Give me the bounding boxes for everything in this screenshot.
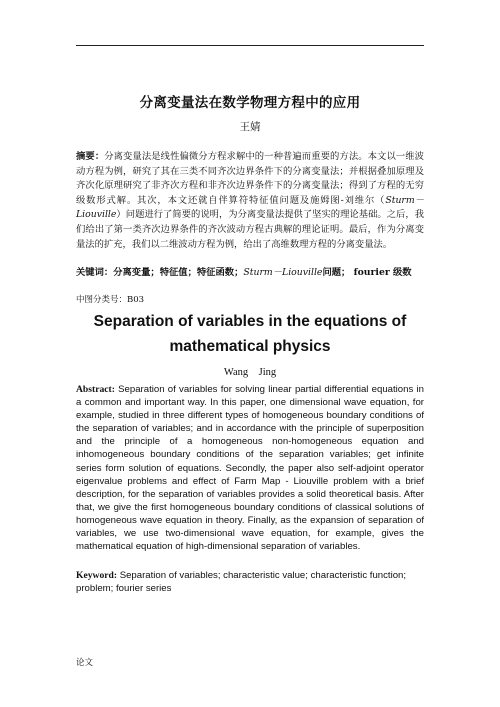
chinese-abstract-text-2: ）问题进行了简要的说明，为分离变量法提供了坚实的理论基础。之后，我们给出了第一类齐次边界条件的齐次波动方程古典解的理论证明。最后，作为分离变量法的扩充，我们以二维波动方程为例，给出了高维数理方程的分离变量法。 xyxy=(76,209,424,250)
chinese-abstract-text-1: 分离变量法是线性偏微分方程求解中的一种普遍而重要的方法。本文以一维波动方程为例，研究了其在三类不同齐次边界条件下的分离变量法；并根据叠加原理及齐次化原理研究了非齐次方程和非齐次边界条件下的分离变量法；得到了方程的无穷级数形式解。其次，本文还就自伴算符特征值问题及施姆图-刘维尔（ xyxy=(76,151,424,206)
chinese-abstract-term: Sturm－Liouville xyxy=(76,194,424,221)
chinese-abstract xyxy=(76,150,424,252)
chinese-keywords-label: 关键词： xyxy=(76,267,114,278)
english-keywords-text: Separation of variables; characteristic value; characteristic function; problem; fourier series xyxy=(76,570,407,595)
english-keywords-label: Keyword: xyxy=(76,570,118,581)
english-abstract-label: Abstract: xyxy=(76,384,115,395)
chinese-keywords xyxy=(76,266,424,280)
chinese-title: 分离变量法在数学物理方程中的应用 xyxy=(139,95,361,111)
english-abstract xyxy=(76,383,424,553)
english-author: Wang Jing xyxy=(223,367,277,378)
english-abstract-text: Separation of variables for solving linear partial differential equations in a common and important way. In this paper, one dimensional wave equation, for example, studied in three different types of homogeneous boundary conditions of the separation of variables; and in accordance with the principle of superposition and the principle of a homogeneous non-homogeneous equation and inhomogeneous boundary conditions of the separation variables; get infinite series form solution of equations. Secondly, the paper also self-adjoint operator eigenvalue problems and effect of Farm Map - Liouville problem with a brief description, for the separation of variables provides a solid theoretical basis. After that, we give the first homogeneous boundary conditions of classical solutions of homogeneous wave equation in theory. Finally, as the expansion of separation of variables, we use two-dimensional wave equation, for example, gives the mathematical equation of high-dimensional separation of variables. xyxy=(76,384,424,553)
chinese-abstract-label: 摘要： xyxy=(76,151,105,162)
english-title-line-2: mathematical physics xyxy=(169,338,331,355)
english-keywords xyxy=(76,569,424,595)
classification-number: 中图分类号：B03 xyxy=(76,295,145,305)
chinese-keywords-text-1: 分离变量；特征值；特征函数； xyxy=(113,267,244,278)
footer-label: 论文 xyxy=(76,658,94,668)
header-rule xyxy=(76,45,424,46)
chinese-author: 王婧 xyxy=(239,121,261,133)
chinese-keywords-text-2: 问题； fourier 级数 xyxy=(322,267,412,278)
english-title-line-1: Separation of variables in the equations of xyxy=(93,313,407,330)
chinese-keywords-term: Sturm－Liouville xyxy=(243,267,323,278)
